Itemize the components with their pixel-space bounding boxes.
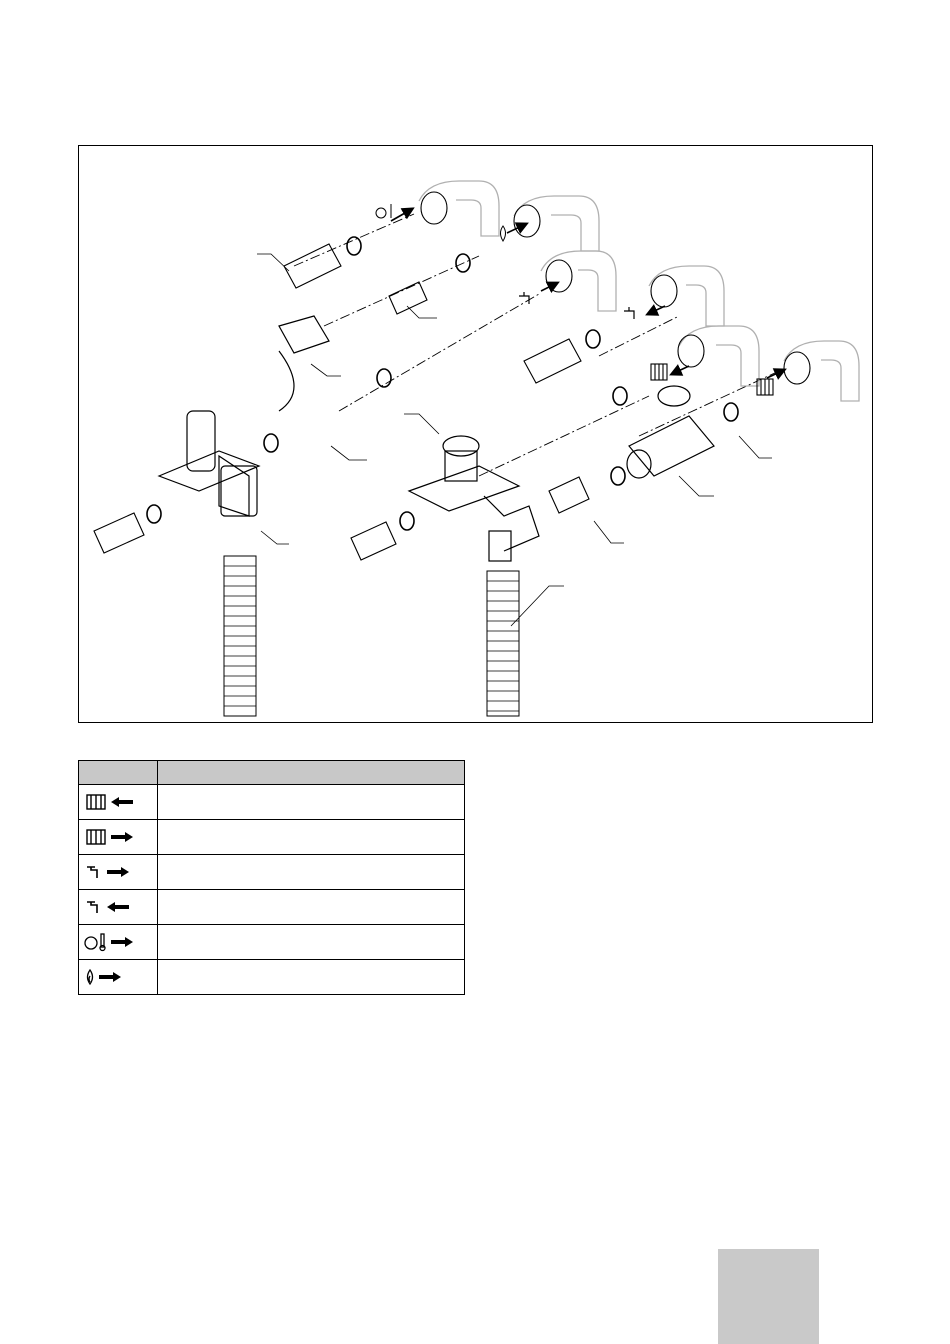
elbow-pipes bbox=[419, 181, 859, 401]
sealing-rings bbox=[147, 237, 738, 530]
left-valve-assembly bbox=[159, 316, 329, 516]
tap-hot-water-out-icon bbox=[83, 862, 143, 882]
page-tab bbox=[718, 1249, 819, 1344]
tap-cold-water-in-icon bbox=[83, 897, 143, 917]
legend-table bbox=[78, 760, 465, 995]
gas-flame-icon bbox=[501, 226, 506, 241]
legend-description bbox=[158, 785, 465, 820]
assembly-figure bbox=[78, 145, 873, 723]
right-valve bbox=[627, 386, 714, 478]
legend-description bbox=[158, 855, 465, 890]
leader-lines bbox=[257, 254, 772, 626]
radiator-return-icon bbox=[83, 792, 143, 812]
legend-row bbox=[79, 960, 465, 995]
thermometer-icon bbox=[376, 204, 391, 218]
central-valve-assembly bbox=[409, 436, 539, 561]
tap-icon bbox=[519, 292, 634, 319]
legend-row bbox=[79, 785, 465, 820]
sensor-thermometer-icon bbox=[83, 932, 143, 952]
legend-row bbox=[79, 820, 465, 855]
corrugated-hoses bbox=[224, 556, 519, 716]
legend-header-description bbox=[158, 761, 465, 785]
legend-row bbox=[79, 925, 465, 960]
legend-description bbox=[158, 925, 465, 960]
legend-row bbox=[79, 855, 465, 890]
threaded-adapters bbox=[94, 244, 589, 560]
radiator-flow-icon bbox=[83, 827, 143, 847]
legend-row bbox=[79, 890, 465, 925]
gas-supply-icon bbox=[83, 967, 143, 987]
radiator-icon bbox=[651, 364, 773, 395]
legend-description bbox=[158, 820, 465, 855]
legend-description bbox=[158, 890, 465, 925]
legend-header-row bbox=[79, 761, 465, 785]
exploded-assembly-drawing bbox=[79, 146, 872, 722]
legend-header-symbol bbox=[79, 761, 158, 785]
legend-description bbox=[158, 960, 465, 995]
flow-arrows bbox=[391, 209, 784, 378]
